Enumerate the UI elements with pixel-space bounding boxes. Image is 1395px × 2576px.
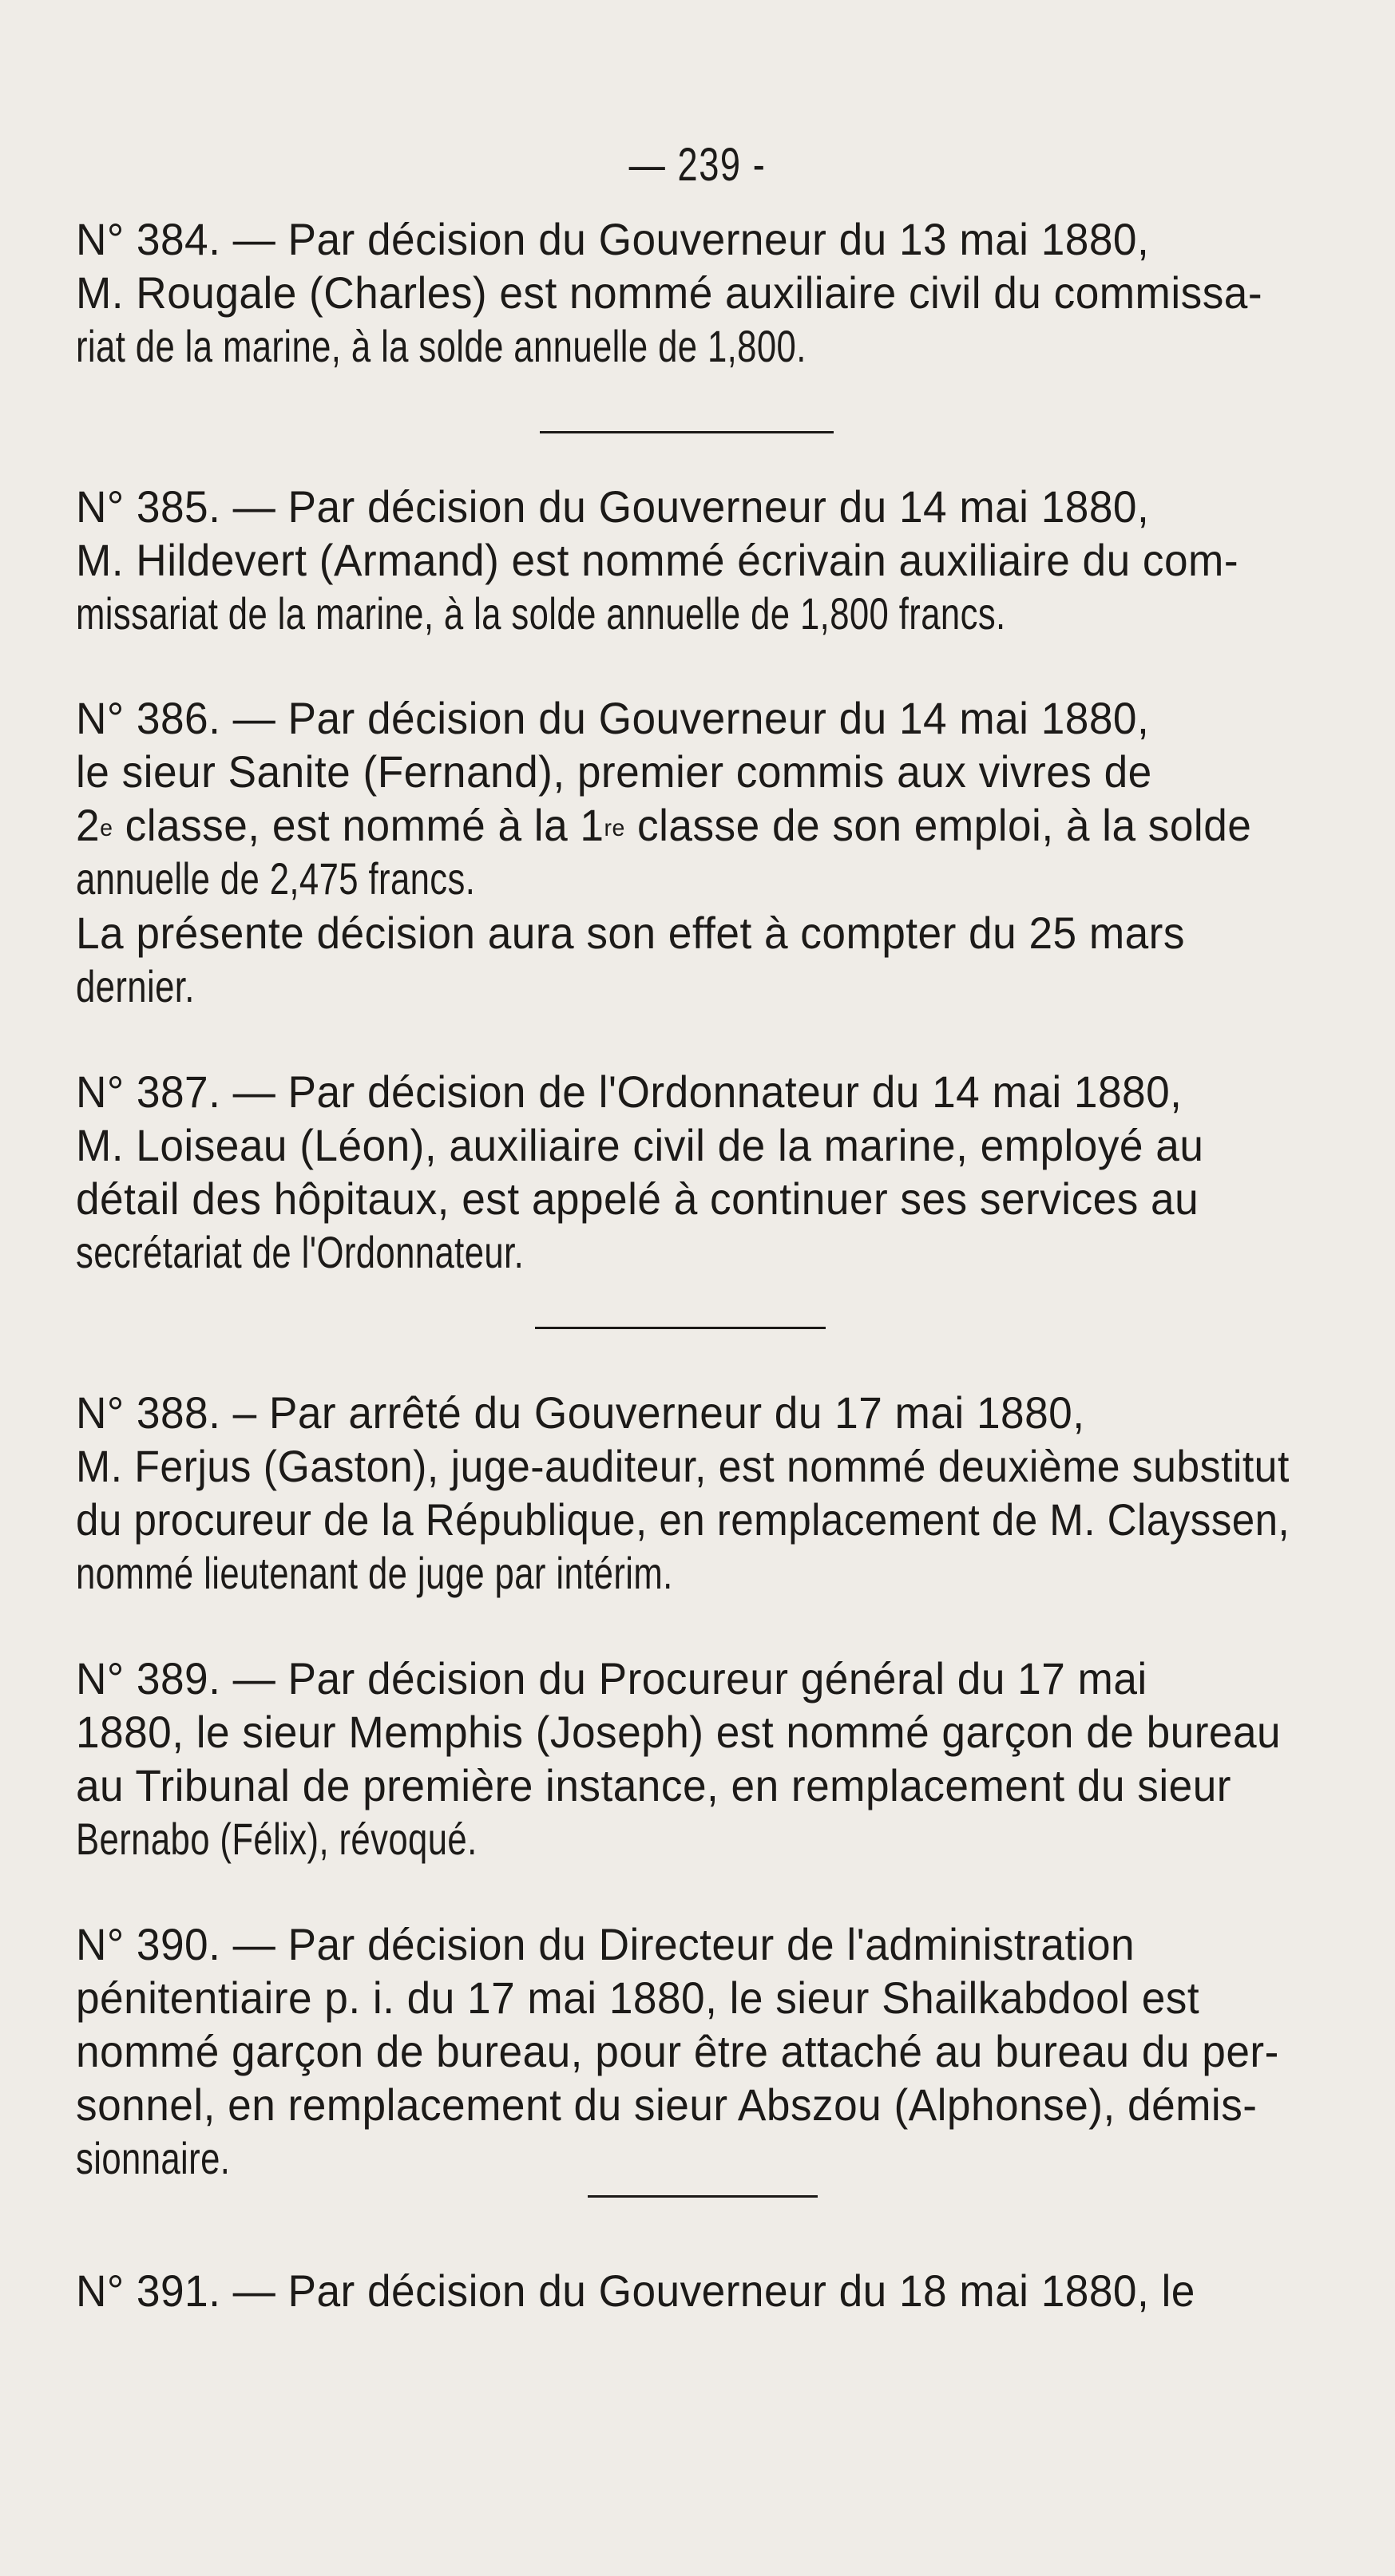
- text-line: N° 385. — Par décision du Gouverneur du 14 mai 1880,: [76, 481, 1150, 532]
- text-line: missariat de la marine, à la solde annuelle de 1,800 francs.: [76, 588, 1006, 639]
- text-line: M. Hildevert (Armand) est nommé écrivain auxiliaire du com-: [76, 535, 1239, 585]
- text-line: N° 391. — Par décision du Gouverneur du 18 mai 1880, le: [76, 2265, 1195, 2316]
- text-line: secrétariat de l'Ordonnateur.: [76, 1227, 525, 1277]
- text-line: N° 388. – Par arrêté du Gouverneur du 17 mai 1880,: [76, 1387, 1085, 1438]
- text-line: sonnel, en remplacement du sieur Abszou (Alphonse), démis-: [76, 2079, 1258, 2130]
- text-line: N° 390. — Par décision du Directeur de l'administration: [76, 1919, 1135, 1969]
- text-line: du procureur de la République, en remplacement de M. Clayssen,: [76, 1494, 1290, 1545]
- text-line: 2e classe, est nommé à la 1re classe de son emploi, à la solde: [76, 800, 1252, 850]
- separator-rule: [540, 431, 834, 433]
- text-line: le sieur Sanite (Fernand), premier commis aux vivres de: [76, 746, 1152, 797]
- text-line: 1880, le sieur Memphis (Joseph) est nommé garçon de bureau: [76, 1707, 1282, 1757]
- text-line: riat de la marine, à la solde annuelle de 1,800.: [76, 321, 806, 371]
- page-number: — 239 -: [628, 139, 767, 191]
- text-line: N° 386. — Par décision du Gouverneur du 14 mai 1880,: [76, 693, 1150, 743]
- text-line: M. Loiseau (Léon), auxiliaire civil de la marine, employé au: [76, 1120, 1204, 1170]
- text-line: M. Rougale (Charles) est nommé auxiliaire civil du commissa-: [76, 267, 1263, 318]
- text-line: M. Ferjus (Gaston), juge-auditeur, est nommé deuxième substitut: [76, 1441, 1290, 1491]
- text-line: La présente décision aura son effet à compter du 25 mars: [76, 908, 1185, 958]
- text-line: au Tribunal de première instance, en remplacement du sieur: [76, 1760, 1231, 1810]
- text-line: annuelle de 2,475 francs.: [76, 853, 476, 904]
- text-line: Bernabo (Félix), révoqué.: [76, 1814, 478, 1864]
- separator-rule: [535, 1327, 826, 1329]
- text-line: N° 384. — Par décision du Gouverneur du 13 mai 1880,: [76, 214, 1150, 264]
- text-line: détail des hôpitaux, est appelé à continuer ses services au: [76, 1173, 1199, 1224]
- text-line: nommé lieutenant de juge par intérim.: [76, 1548, 673, 1598]
- text-line: nommé garçon de bureau, pour être attaché au bureau du per-: [76, 2026, 1279, 2076]
- text-line: pénitentiaire p. i. du 17 mai 1880, le sieur Shailkabdool est: [76, 1973, 1200, 2023]
- text-line: N° 389. — Par décision du Procureur général du 17 mai: [76, 1653, 1147, 1703]
- text-line: sionnaire.: [76, 2133, 231, 2183]
- separator-rule: [588, 2195, 818, 2198]
- text-line: N° 387. — Par décision de l'Ordonnateur du 14 mai 1880,: [76, 1066, 1183, 1117]
- text-line: dernier.: [76, 961, 195, 1011]
